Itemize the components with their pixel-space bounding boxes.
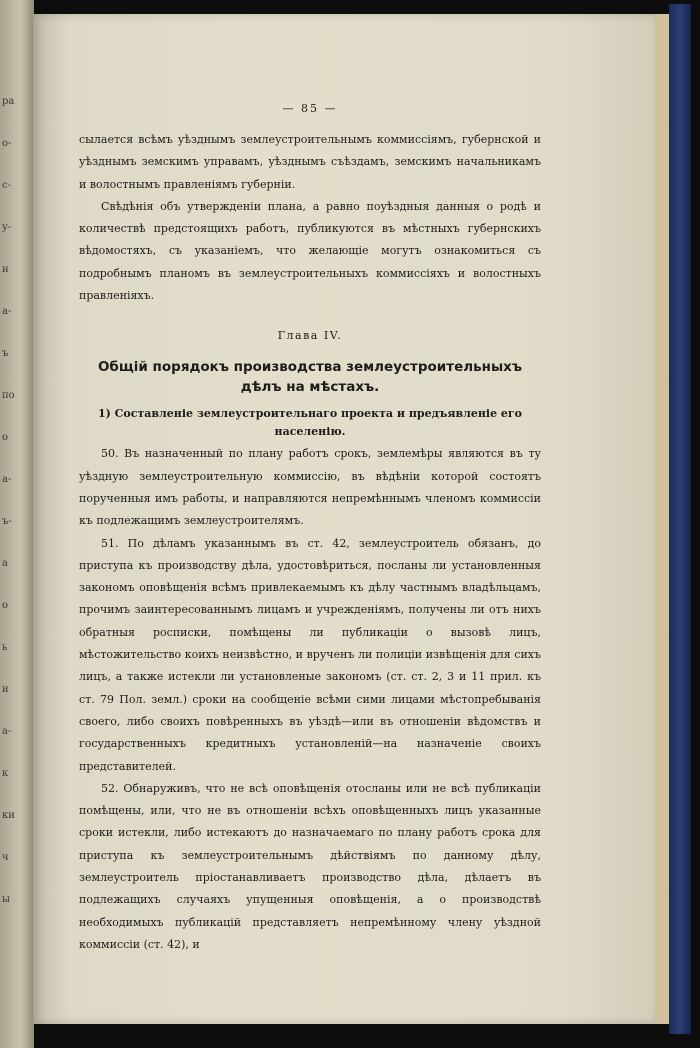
facing-page-text: к — [2, 768, 9, 779]
paragraph: Свѣдѣнія объ утвержденіи плана, а равно поуѣздныя данныя о родѣ и количествѣ предстоящихъ работъ, публикуются въ мѣстныхъ губернскихъ вѣдомостяхъ, съ указаніемъ, что желающіе могутъ ознакомиться съ подробнымъ планомъ въ землеустроительныхъ коммиссіяхъ и волостныхъ правленіяхъ. — [79, 199, 541, 303]
facing-page-text: а- — [2, 306, 12, 317]
facing-page-text: о- — [2, 138, 12, 149]
facing-page-text: по — [2, 390, 15, 401]
facing-page-text: о — [2, 600, 9, 611]
section-title: 1) Составленіе землеустроительнаго проекта и предъявленіе его населенію. — [97, 407, 523, 439]
facing-page-text: с- — [2, 180, 11, 191]
page-content — [79, 98, 541, 956]
facing-page-text: а — [2, 558, 8, 569]
article-paragraph: 51. По дѣламъ указаннымъ въ ст. 42, землеустроитель обязанъ, до приступа къ производству дѣла, удостовѣриться, посланы ли установленныя закономъ оповѣщенія всѣмъ привлекаемымъ къ дѣлу частнымъ владѣльцамъ, прочимъ заинтересованнымъ лицамъ и учрежденіямъ, получены ли отъ нихъ обратныя росписки, помѣщены ли публикаціи о вызовѣ лицъ, мѣстожительство коихъ неизвѣстно, и врученъ ли полиціи извѣщенія для сихъ лицъ, а также истекли ли установленые закономъ (ст. ст. 2, 3 и 11 прил. къ ст. 79 Пол. земл.) сроки на сообщеніе всѣми сими лицами мѣстопребыванія своего, либо своихъ повѣренныхъ въ уѣздѣ—или въ отношеніи вѣдомствъ и государственныхъ кредитныхъ установленій—на назначеніе своихъ представителей. — [79, 536, 541, 773]
facing-page-text: н — [2, 264, 9, 275]
facing-page-text: ч — [2, 852, 9, 863]
book-cover-edge — [669, 4, 691, 1034]
page-number: — 85 — — [282, 102, 338, 115]
facing-page-text: а- — [2, 726, 12, 737]
chapter-heading: Глава IV. — [277, 329, 343, 343]
facing-page-text: о — [2, 432, 9, 443]
article-paragraph: 52. Обнаруживъ, что не всѣ оповѣщенія отосланы или не всѣ публикаціи помѣщены, или, что не въ отношеніи всѣхъ оповѣщенныхъ лицъ указанные сроки истекли, либо истекаютъ до назначаемаго по плану работъ срока для приступа къ землеустроительнымъ дѣйствіямъ по данному дѣлу, землеустроитель пріостанавливаетъ производство дѣла, дѣлаетъ въ подлежащихъ случаяхъ упущенныя оповѣщенія, а о производствѣ необходимыхъ публикацій представляетъ непремѣнному члену уѣздной коммиссіи (ст. 42), и — [79, 781, 541, 951]
facing-page-text: ра — [2, 96, 15, 107]
facing-page-text: и — [2, 684, 9, 695]
facing-page-text: ъ- — [2, 516, 12, 527]
page-edges — [655, 14, 669, 1024]
article-paragraph: 50. Въ назначенный по плану работъ срокъ, землемѣры являются въ ту уѣздную землеустроительную коммиссію, въ вѣдѣніи которой состоятъ порученныя имъ работы, и направляются непремѣннымъ членомъ коммиссіи къ подлежащимъ землеустроителямъ. — [79, 447, 541, 528]
facing-page-text: ь — [2, 642, 8, 653]
facing-page-fragment — [0, 0, 34, 1048]
facing-page-text: ы — [2, 894, 10, 905]
facing-page-text: ъ — [2, 348, 9, 359]
facing-page-text: ки — [2, 810, 15, 821]
chapter-title: Общій порядокъ производства землеустроительныхъ дѣлъ на мѣстахъ. — [97, 359, 523, 396]
facing-page-text: а- — [2, 474, 12, 485]
paragraph: сылается всѣмъ уѣзднымъ землеустроительнымъ коммиссіямъ, губернской и уѣзднымъ земскимъ управамъ, уѣзднымъ съѣздамъ, земскимъ начальникамъ и волостнымъ правленіямъ губерніи. — [79, 133, 541, 191]
facing-page-text: у- — [2, 222, 12, 233]
